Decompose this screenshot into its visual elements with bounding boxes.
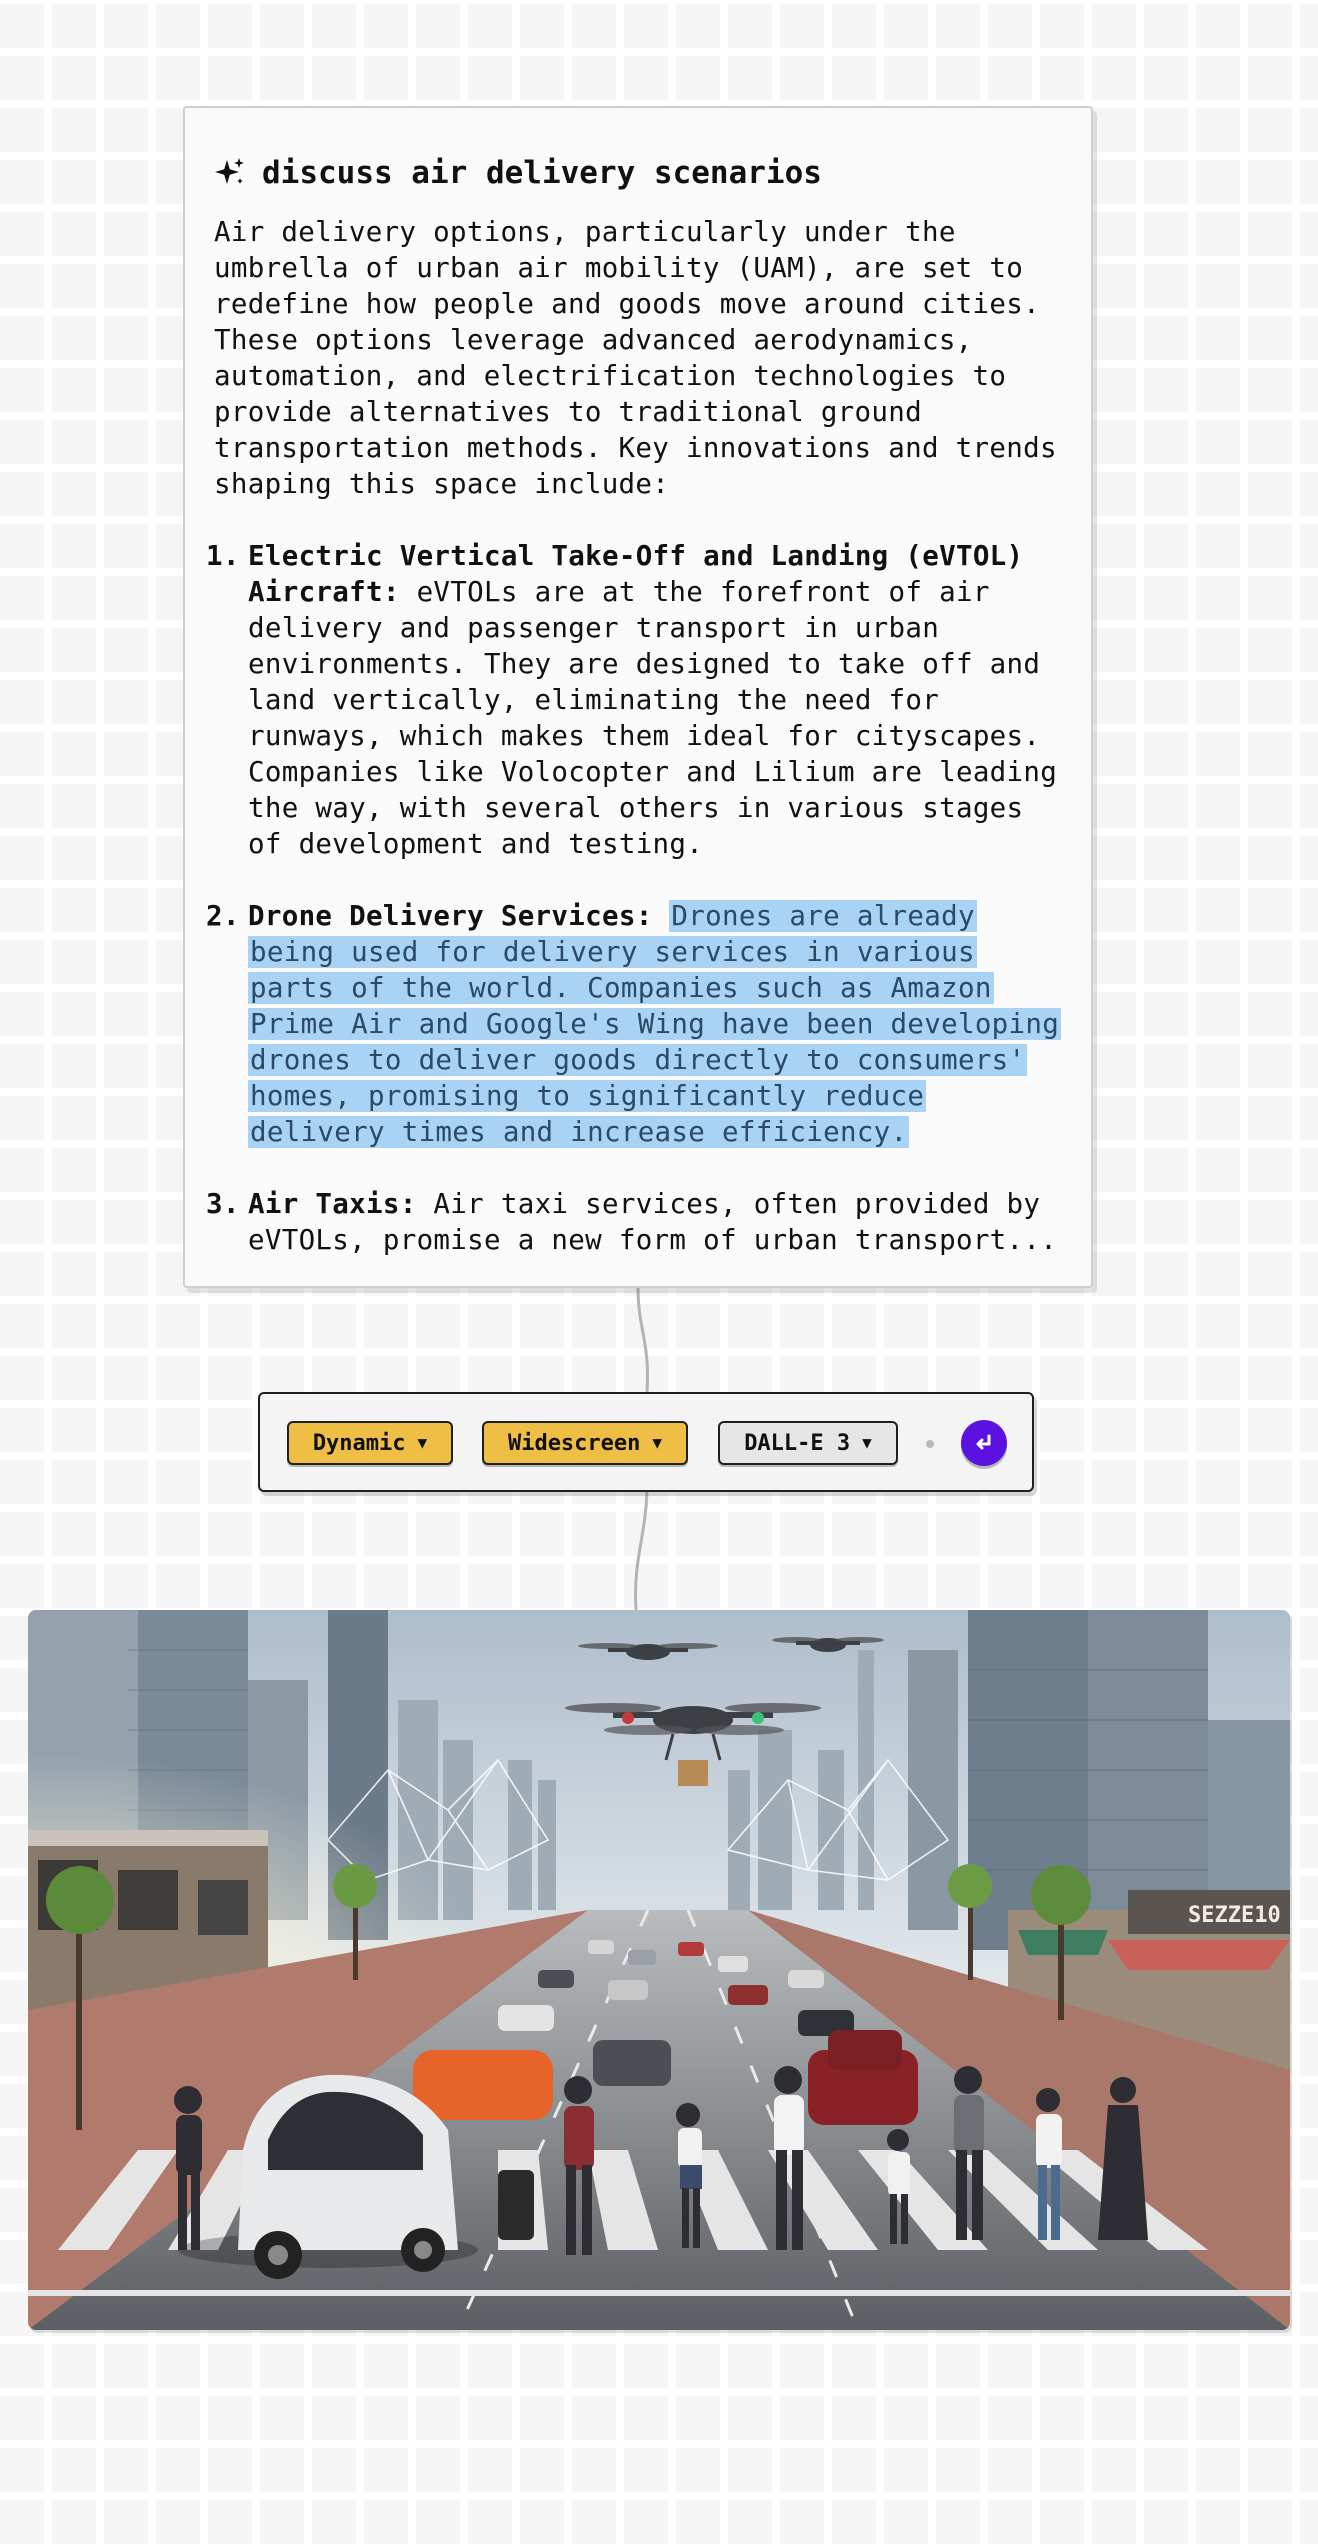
style-dropdown-label: Dynamic xyxy=(312,1430,406,1456)
city-scene-illustration xyxy=(28,1610,1290,2330)
list-item xyxy=(206,1186,1061,1258)
enter-return-icon xyxy=(972,1431,996,1455)
card-title xyxy=(214,154,1061,192)
model-dropdown-label: DALL-E 3 xyxy=(744,1430,851,1456)
caret-down-icon: ▼ xyxy=(652,1433,663,1452)
point-text: Air taxi services, often provided by eVTOLs, promise a new form of urban transport... xyxy=(248,1188,1058,1256)
list-item xyxy=(206,898,1061,1150)
card-body xyxy=(206,214,1061,1258)
aspect-dropdown[interactable] xyxy=(482,1421,688,1465)
caret-down-icon: ▼ xyxy=(417,1433,428,1452)
caret-down-icon: ▼ xyxy=(862,1433,872,1452)
model-dropdown[interactable] xyxy=(718,1421,898,1465)
list-item xyxy=(206,538,1061,862)
list-number: 3. xyxy=(206,1188,240,1220)
list-number: 1. xyxy=(206,540,240,572)
selected-text-highlight[interactable]: Drones are already being used for delivery services in various parts of the world. Companies such as Amazon Prime Air and Google's Wing have been developing drones to deliver goods directly to consumers' homes, promising to significantly reduce delivery times and increase efficiency. xyxy=(250,900,1060,1148)
list-number: 2. xyxy=(206,900,240,932)
point-title: Drone Delivery Services: xyxy=(248,900,653,932)
separator-dot xyxy=(926,1440,934,1448)
generated-city-drone-image[interactable] xyxy=(28,1610,1290,2330)
response-card xyxy=(183,106,1093,1288)
storefront-sign: SEZZE10 xyxy=(1188,1903,1281,1928)
style-dropdown[interactable] xyxy=(287,1421,453,1465)
sparkle-icon xyxy=(214,157,246,189)
card-title-text: discuss air delivery scenarios xyxy=(262,155,822,191)
points-list xyxy=(206,538,1061,1258)
generation-toolbar xyxy=(258,1392,1034,1492)
point-title: Air Taxis: xyxy=(248,1188,417,1220)
aspect-dropdown-label: Widescreen xyxy=(507,1430,641,1456)
point-title: Electric Vertical Take-Off and Landing (eVTOL) Aircraft: xyxy=(248,540,1024,608)
intro-paragraph: Air delivery options, particularly under the umbrella of urban air mobility (UAM), are set to redefine how people and goods move around cities. These options leverage advanced aerodynamics, automation, and electrification technologies to provide alternatives to traditional ground transportation methods. Key innovations and trends shaping this space include: xyxy=(214,216,1057,500)
point-text: eVTOLs are at the forefront of air delivery and passenger transport in urban environments. They are designed to take off and land vertically, eliminating the need for runways, which makes them ideal for cityscapes. Companies like Volocopter and Lilium are leading the way, with several others in various stages of development and testing. xyxy=(248,576,1058,860)
submit-button[interactable] xyxy=(961,1420,1007,1466)
